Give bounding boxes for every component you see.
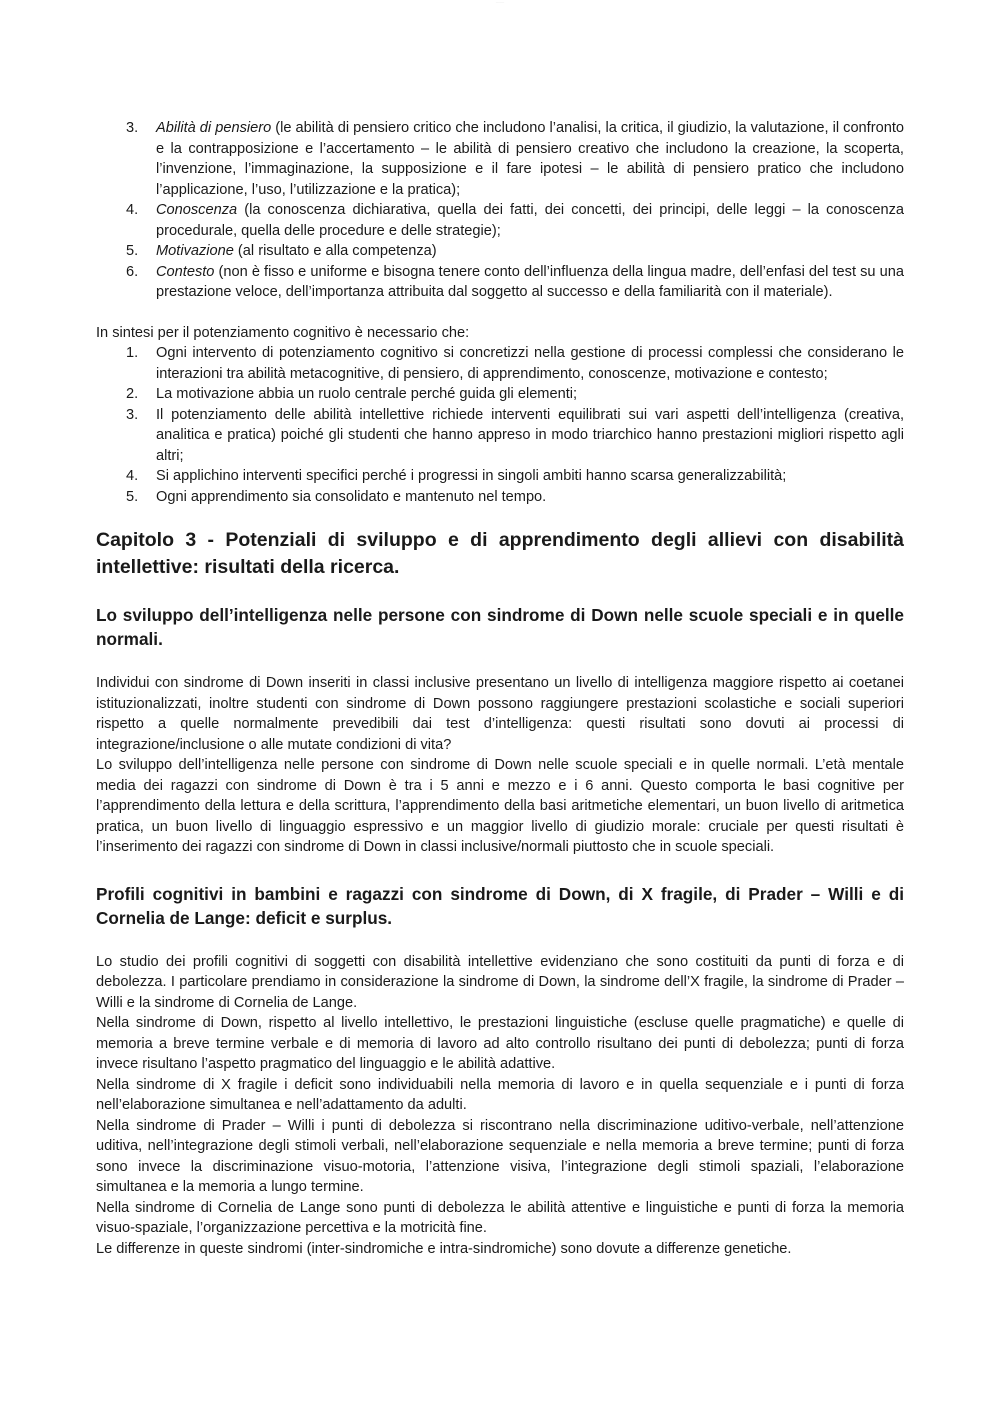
list-number: 6. bbox=[126, 263, 139, 280]
list-item-text: Si applichino interventi specifici perché i progressi in singoli ambiti hanno scarsa generalizzabilità; bbox=[156, 468, 787, 484]
chapter-title: Capitolo 3 - Potenziali di sviluppo e di apprendimento degli allievi con disabilità intellettive: risultati della ricerca. bbox=[96, 529, 904, 578]
paragraph: Nella sindrome di Down, rispetto al livello intellettivo, le prestazioni linguistiche (escluse quelle pragmatiche) e quelle di memoria a breve termine verbale e di memoria di lavoro ad alto controllo risultano dei punti di debolezza; punti di forza invece risultano l’aspetto pragmatico del linguaggio e le abilità adattive. bbox=[96, 1015, 904, 1072]
list-item bbox=[96, 466, 904, 487]
list-number: 4. bbox=[126, 468, 139, 484]
list-item bbox=[96, 343, 904, 384]
list-item bbox=[96, 487, 904, 508]
list-number: 3. bbox=[126, 120, 139, 136]
paragraph: Lo sviluppo dell’intelligenza nelle persone con sindrome di Down nelle scuole speciali e in quelle normali. L’età mentale media dei ragazzi con sindrome di Down è tra i 5 anni e mezzo e i 6 anni. Questo comporta le basi cognitive per l’apprendimento della lettura e della scrittura, l’apprendimento della basi aritmetiche elementari, un buon livello di aritmetica pratica, un buon livello di linguaggio espressivo e un maggior livello di giudizio morale: cruciale per questi risultati è l’inserimento dei ragazzi con sindrome di Down in classi inclusive/normali piuttosto che in scuole speciali. bbox=[96, 757, 904, 855]
list-item bbox=[96, 384, 904, 405]
paragraph: Nella sindrome di Cornelia de Lange sono punti di debolezza le abilità attentive e linguistiche e punti di forza la memoria visuo-spaziale, l’organizzazione percettiva e la motricità fine. bbox=[96, 1199, 904, 1236]
list-item-text: (la conoscenza dichiarativa, quella dei fatti, dei concetti, dei principi, delle leggi – la conoscenza procedurale, quella delle procedure e delle strategie); bbox=[156, 202, 904, 239]
list-item-text: La motivazione abbia un ruolo centrale perché guida gli elementi; bbox=[156, 386, 578, 402]
list-item bbox=[96, 262, 904, 303]
paragraph: Le differenze in queste sindromi (inter-sindromiche e intra-sindromiche) sono dovute a differenze genetiche. bbox=[96, 1240, 792, 1257]
list-item-term: Contesto bbox=[156, 263, 215, 280]
list-item bbox=[96, 118, 904, 200]
list-number: 4. bbox=[126, 202, 139, 218]
summary-list bbox=[96, 343, 904, 507]
section-title: Lo sviluppo dell’intelligenza nelle persone con sindrome di Down nelle scuole speciali e in quelle normali. bbox=[96, 605, 904, 649]
list-item bbox=[96, 241, 904, 262]
list-number: 5. bbox=[126, 488, 139, 505]
list-number: 5. bbox=[126, 243, 139, 259]
document-page bbox=[96, 118, 904, 1259]
list-number: 3. bbox=[126, 406, 139, 423]
page-header-mark: ··· ····· bbox=[495, 0, 505, 4]
list-item-text: (al risultato e alla competenza) bbox=[233, 243, 437, 259]
list-item bbox=[96, 405, 904, 467]
list-item-term: Conoscenza bbox=[156, 202, 238, 218]
list-number: 1. bbox=[126, 345, 139, 361]
section-title: Profili cognitivi in bambini e ragazzi con sindrome di Down, di X fragile, di Prader – Willi e di Cornelia de Lange: deficit e surplus. bbox=[96, 883, 904, 928]
list-item-text: (non è fisso e uniforme e bisogna tenere conto dell’influenza della lingua madre, dell’enfasi del test su una prestazione veloce, dell’importanza attribuita dal soggetto al successo e della familiarità con il materiale). bbox=[156, 263, 904, 300]
list-number: 2. bbox=[126, 386, 139, 402]
list-item-text: Il potenziamento delle abilità intellettive richiede interventi equilibrati sui vari aspetti dell’intelligenza (creativa, analitica e pratica) poiché gli studenti che hanno appreso in modo triarchico hanno prestazioni migliori rispetto agli altri; bbox=[156, 406, 904, 464]
paragraph: Nella sindrome di X fragile i deficit sono individuabili nella memoria di lavoro e in quella sequenziale e i punti di forza nell’elaborazione simultanea e nell’adattamento da adulti. bbox=[96, 1076, 904, 1113]
summary-intro: In sintesi per il potenziamento cognitivo è necessario che: bbox=[96, 324, 470, 341]
list-item-text: (le abilità di pensiero critico che includono l’analisi, la critica, il giudizio, la valutazione, il confronto e la contrapposizione e l’accertamento – le abilità di pensiero creativo che includono la creazione, la scoperta, l’invenzione, l’immaginazione, la supposizione e il fare ipotesi – le abilità di pensiero pratico che includono l’applicazione, l’uso, l’utilizzazione e la pratica); bbox=[156, 120, 904, 198]
list-item-text: Ogni apprendimento sia consolidato e mantenuto nel tempo. bbox=[156, 488, 547, 505]
list-item-term: Motivazione bbox=[156, 243, 234, 259]
paragraph: Individui con sindrome di Down inseriti in classi inclusive presentano un livello di intelligenza maggiore rispetto ai coetanei istituzionalizzati, inoltre studenti con sindrome di Down possono raggiungere prestazioni scolastiche e sociali superiori rispetto a quelle normalmente prevedibili dai test d’intelligenza: questi risultati sono dovuti ai processi di integrazione/inclusione o alle mutate condizioni di vita? bbox=[96, 675, 904, 753]
list-item-text: Ogni intervento di potenziamento cognitivo si concretizzi nella gestione di processi complessi che considerano le interazioni tra abilità metacognitive, di pensiero, di apprendimento, conoscenze, motivazione e contesto; bbox=[156, 345, 904, 382]
ability-list bbox=[96, 118, 904, 303]
list-item-term: Abilità di pensiero bbox=[156, 120, 272, 136]
paragraph: Lo studio dei profili cognitivi di soggetti con disabilità intellettive evidenziano che sono costituiti da punti di forza e di debolezza. I particolare prendiamo in considerazione la sindrome di Down, la sindrome dell’X fragile, la sindrome di Prader – Willi e la sindrome di Cornelia de Lange. bbox=[96, 953, 904, 1011]
paragraph: Nella sindrome di Prader – Willi i punti di debolezza si riscontrano nella discriminazione uditivo-verbale, nell’attenzione uditiva, nell’integrazione degli stimoli verbali, nell’elaborazione sequenziale e nella memoria a breve termine; punti di forza sono invece la discriminazione visuo-motoria, l’attenzione visiva, l’integrazione degli stimoli spaziali, l’elaborazione simultanea e la memoria a lungo termine. bbox=[96, 1117, 904, 1195]
list-item bbox=[96, 200, 904, 241]
